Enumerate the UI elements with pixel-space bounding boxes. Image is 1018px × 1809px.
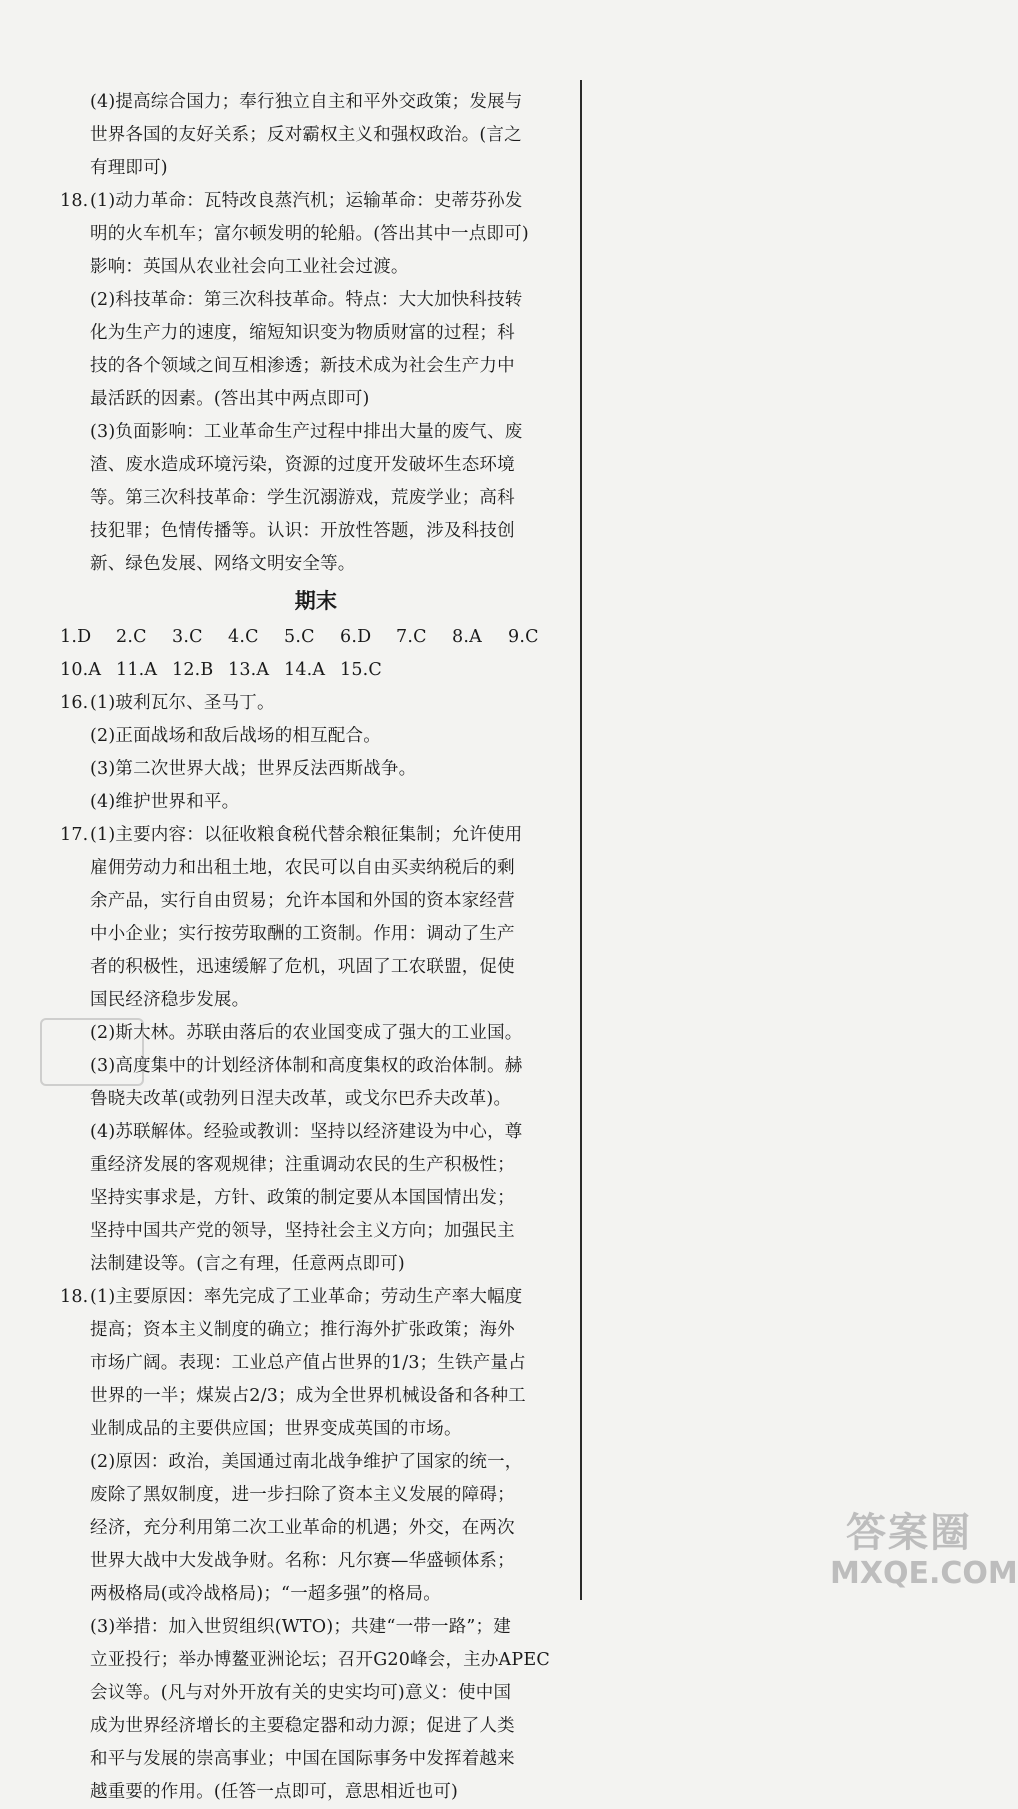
- text-line: (3)举措：加入世贸组织(WTO)；共建“一带一路”；建: [90, 1617, 511, 1637]
- text-line: 经济，充分利用第二次工业革命的机遇；外交，在两次: [90, 1518, 515, 1538]
- question-18-first: [60, 185, 572, 581]
- text-line: 有理即可): [90, 158, 168, 178]
- text-line: 明的火车机车；富尔顿发明的轮船。(答出其中一点即可): [90, 224, 529, 244]
- text-line: 市场广阔。表现：工业总产值占世界的1/3；生铁产量占: [90, 1353, 526, 1373]
- text-line: 业制成品的主要供应国；世界变成英国的市场。: [90, 1419, 462, 1439]
- mc-answer: 7.C: [396, 627, 427, 647]
- mc-answer: 1.D: [60, 627, 92, 647]
- text-line: 最活跃的因素。(答出其中两点即可): [90, 389, 370, 409]
- mc-answer: 10.A: [60, 660, 102, 680]
- text-line: (2)正面战场和敌后战场的相互配合。: [90, 726, 381, 746]
- mc-answer: 2.C: [116, 627, 147, 647]
- text-line: 者的积极性，迅速缓解了危机，巩固了工农联盟，促使: [90, 957, 515, 977]
- mc-answer: 12.B: [172, 660, 214, 680]
- text-line: (2)斯大林。苏联由落后的农业国变成了强大的工业国。: [90, 1023, 523, 1043]
- watermark-logo: [830, 1508, 1018, 1594]
- question-number: 16.: [60, 693, 89, 713]
- question-18-final: [60, 1281, 572, 1809]
- text-line: 坚持实事求是，方针、政策的制定要从本国国情出发；: [90, 1188, 515, 1208]
- watermark-en: MXQE.COM: [830, 1556, 1018, 1591]
- mc-answer: 5.C: [284, 627, 315, 647]
- text-line: 等。第三次科技革命：学生沉溺游戏，荒废学业；高科: [90, 488, 515, 508]
- answer-column: [60, 86, 572, 1809]
- text-line: 新、绿色发展、网络文明安全等。: [90, 554, 356, 574]
- text-line: 渣、废水造成环境污染，资源的过度开发破坏生态环境: [90, 455, 515, 475]
- question-number: 18.: [60, 1287, 89, 1307]
- multiple-choice-row-1: [60, 621, 572, 654]
- mc-answer: 3.C: [172, 627, 203, 647]
- multiple-choice-row-2: [60, 654, 572, 687]
- text-line: 化为生产力的速度，缩短知识变为物质财富的过程；科: [90, 323, 515, 343]
- question-number: 18.: [60, 191, 89, 211]
- text-line: 余产品，实行自由贸易；允许本国和外国的资本家经营: [90, 891, 515, 911]
- text-line: 废除了黑奴制度，进一步扫除了资本主义发展的障碍；: [90, 1485, 515, 1505]
- text-line: (3)负面影响：工业革命生产过程中排出大量的废气、废: [90, 422, 523, 442]
- text-line: 两极格局(或冷战格局)；“一超多强”的格局。: [90, 1584, 441, 1604]
- text-line: 和平与发展的崇高事业；中国在国际事务中发挥着越来: [90, 1749, 515, 1769]
- faded-stamp: [40, 1018, 144, 1086]
- text-line: 重经济发展的客观规律；注重调动农民的生产积极性；: [90, 1155, 515, 1175]
- text-line: 技犯罪；色情传播等。认识：开放性答题，涉及科技创: [90, 521, 515, 541]
- text-line: (3)第二次世界大战；世界反法西斯战争。: [90, 759, 417, 779]
- mc-answer: 8.A: [452, 627, 482, 647]
- text-line: 法制建设等。(言之有理，任意两点即可): [90, 1254, 405, 1274]
- text-line: 国民经济稳步发展。: [90, 990, 250, 1010]
- text-line: 鲁晓夫改革(或勃列日涅夫改革，或戈尔巴乔夫改革)。: [90, 1089, 512, 1109]
- mc-answer: 15.C: [340, 660, 383, 680]
- text-line: 雇佣劳动力和出租土地，农民可以自由买卖纳税后的剩: [90, 858, 515, 878]
- mc-answer: 9.C: [508, 627, 539, 647]
- text-line: 中小企业；实行按劳取酬的工资制。作用：调动了生产: [90, 924, 515, 944]
- text-line: 16.(1)玻利瓦尔、圣马丁。: [90, 687, 572, 720]
- question-number: 17.: [60, 825, 89, 845]
- text-line: 立亚投行；举办博鳌亚洲论坛；召开G20峰会，主办APEC: [90, 1650, 550, 1670]
- text-line: 提高；资本主义制度的确立；推行海外扩张政策；海外: [90, 1320, 515, 1340]
- text-line: 技的各个领域之间互相渗透；新技术成为社会生产力中: [90, 356, 515, 376]
- text-line: (3)高度集中的计划经济体制和高度集权的政治体制。赫: [90, 1056, 523, 1076]
- text-line: 18.(1)主要原因：率先完成了工业革命；劳动生产率大幅度: [90, 1281, 572, 1314]
- text-line: (2)原因：政治，美国通过南北战争维护了国家的统一，: [90, 1452, 523, 1472]
- text-line: 世界的一半；煤炭占2/3；成为全世界机械设备和各种工: [90, 1386, 526, 1406]
- mc-answer: 14.A: [284, 660, 326, 680]
- text-line: 世界各国的友好关系；反对霸权主义和强权政治。(言之: [90, 125, 522, 145]
- text-line: (4)苏联解体。经验或教训：坚持以经济建设为中心，尊: [90, 1122, 523, 1142]
- text-line: (2)科技革命：第三次科技革命。特点：大大加快科技转: [90, 290, 523, 310]
- block-q17-part4: [60, 86, 572, 185]
- text-line: 影响：英国从农业社会向工业社会过渡。: [90, 257, 409, 277]
- text-line: 17.(1)主要内容：以征收粮食税代替余粮征集制；允许使用: [90, 819, 572, 852]
- text-line: 18.(1)动力革命：瓦特改良蒸汽机；运输革命：史蒂芬孙发: [90, 185, 572, 218]
- text-line: 坚持中国共产党的领导，坚持社会主义方向；加强民主: [90, 1221, 515, 1241]
- text-line: 越重要的作用。(任答一点即可，意思相近也可): [90, 1782, 459, 1802]
- column-divider: [580, 80, 582, 1600]
- text-line: 成为世界经济增长的主要稳定器和动力源；促进了人类: [90, 1716, 515, 1736]
- text-line: (4)维护世界和平。: [90, 792, 240, 812]
- text-line: 世界大战中大发战争财。名称：凡尔赛—华盛顿体系；: [90, 1551, 515, 1571]
- section-title: 期末: [294, 589, 338, 613]
- watermark-cn: 答案圈: [846, 1510, 972, 1556]
- text-line: 会议等。(凡与对外开放有关的史实均可)意义：使中国: [90, 1683, 512, 1703]
- mc-answer: 4.C: [228, 627, 259, 647]
- text-line: (4)提高综合国力；奉行独立自主和平外交政策；发展与: [90, 92, 523, 112]
- question-16: [60, 687, 572, 819]
- mc-answer: 11.A: [116, 660, 158, 680]
- mc-answer: 13.A: [228, 660, 270, 680]
- mc-answer: 6.D: [340, 627, 372, 647]
